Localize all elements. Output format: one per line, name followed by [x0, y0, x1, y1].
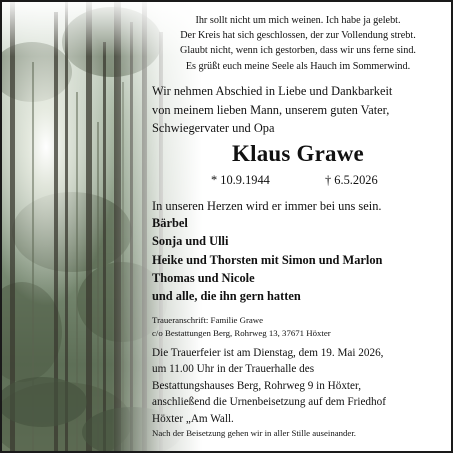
- funeral-info: [152, 345, 386, 427]
- intro-line: von meinem lieben Mann, unserem guten Vater,: [152, 102, 390, 117]
- hearts-line: In unseren Herzen wird er immer bei uns sein.: [152, 199, 382, 213]
- mourning-address: [152, 314, 331, 339]
- intro-line: Schwiegervater und Opa: [152, 121, 275, 136]
- death-date: † 6.5.2026: [325, 173, 378, 187]
- mourners-list: [152, 214, 382, 305]
- notice-content: [2, 2, 453, 453]
- poem: [150, 13, 446, 74]
- intro-line: Wir nehmen Abschied in Liebe und Dankbarkeit: [152, 84, 393, 98]
- mourner-name: Sonja und Ulli: [152, 234, 229, 249]
- mourner-name: Thomas und Nicole: [152, 270, 255, 285]
- mourner-name: Bärbel: [152, 216, 188, 230]
- funeral-line: Die Trauerfeier ist am Dienstag, dem 19. Mai 2026,: [152, 347, 384, 359]
- funeral-line: Höxter „Am Wall.: [152, 412, 234, 425]
- poem-line: Es grüßt euch meine Seele als Hauch im Sommerwind.: [185, 60, 411, 72]
- closing-line: Nach der Beisetzung gehen wir in aller Stille auseinander.: [152, 428, 356, 438]
- poem-line: Der Kreis hat sich geschlossen, der zur Vollendung strebt.: [180, 30, 416, 42]
- address-line: c/o Bestattungen Berg, Rohrweg 13, 37671 Höxter: [152, 327, 331, 338]
- farewell-intro: [152, 82, 392, 138]
- birth-date: * 10.9.1944: [211, 173, 270, 187]
- poem-line: Ihr sollt nicht um mich weinen. Ich habe ja gelebt.: [195, 15, 401, 26]
- deceased-name: Klaus Grawe: [232, 141, 364, 166]
- funeral-line: anschließend die Urnenbeisetzung auf dem Friedhof: [152, 396, 386, 409]
- poem-line: Glaubt nicht, wenn ich gestorben, dass wir uns ferne sind.: [180, 45, 416, 57]
- mourner-name: und alle, die ihn gern hatten: [152, 289, 301, 304]
- address-line: Traueranschrift: Familie Grawe: [152, 315, 264, 325]
- funeral-line: Bestattungshauses Berg, Rohrweg 9 in Höxter,: [152, 379, 362, 392]
- funeral-line: um 11.00 Uhr in der Trauerhalle des: [152, 363, 315, 376]
- mourner-name: Heike und Thorsten mit Simon und Marlon: [152, 252, 383, 267]
